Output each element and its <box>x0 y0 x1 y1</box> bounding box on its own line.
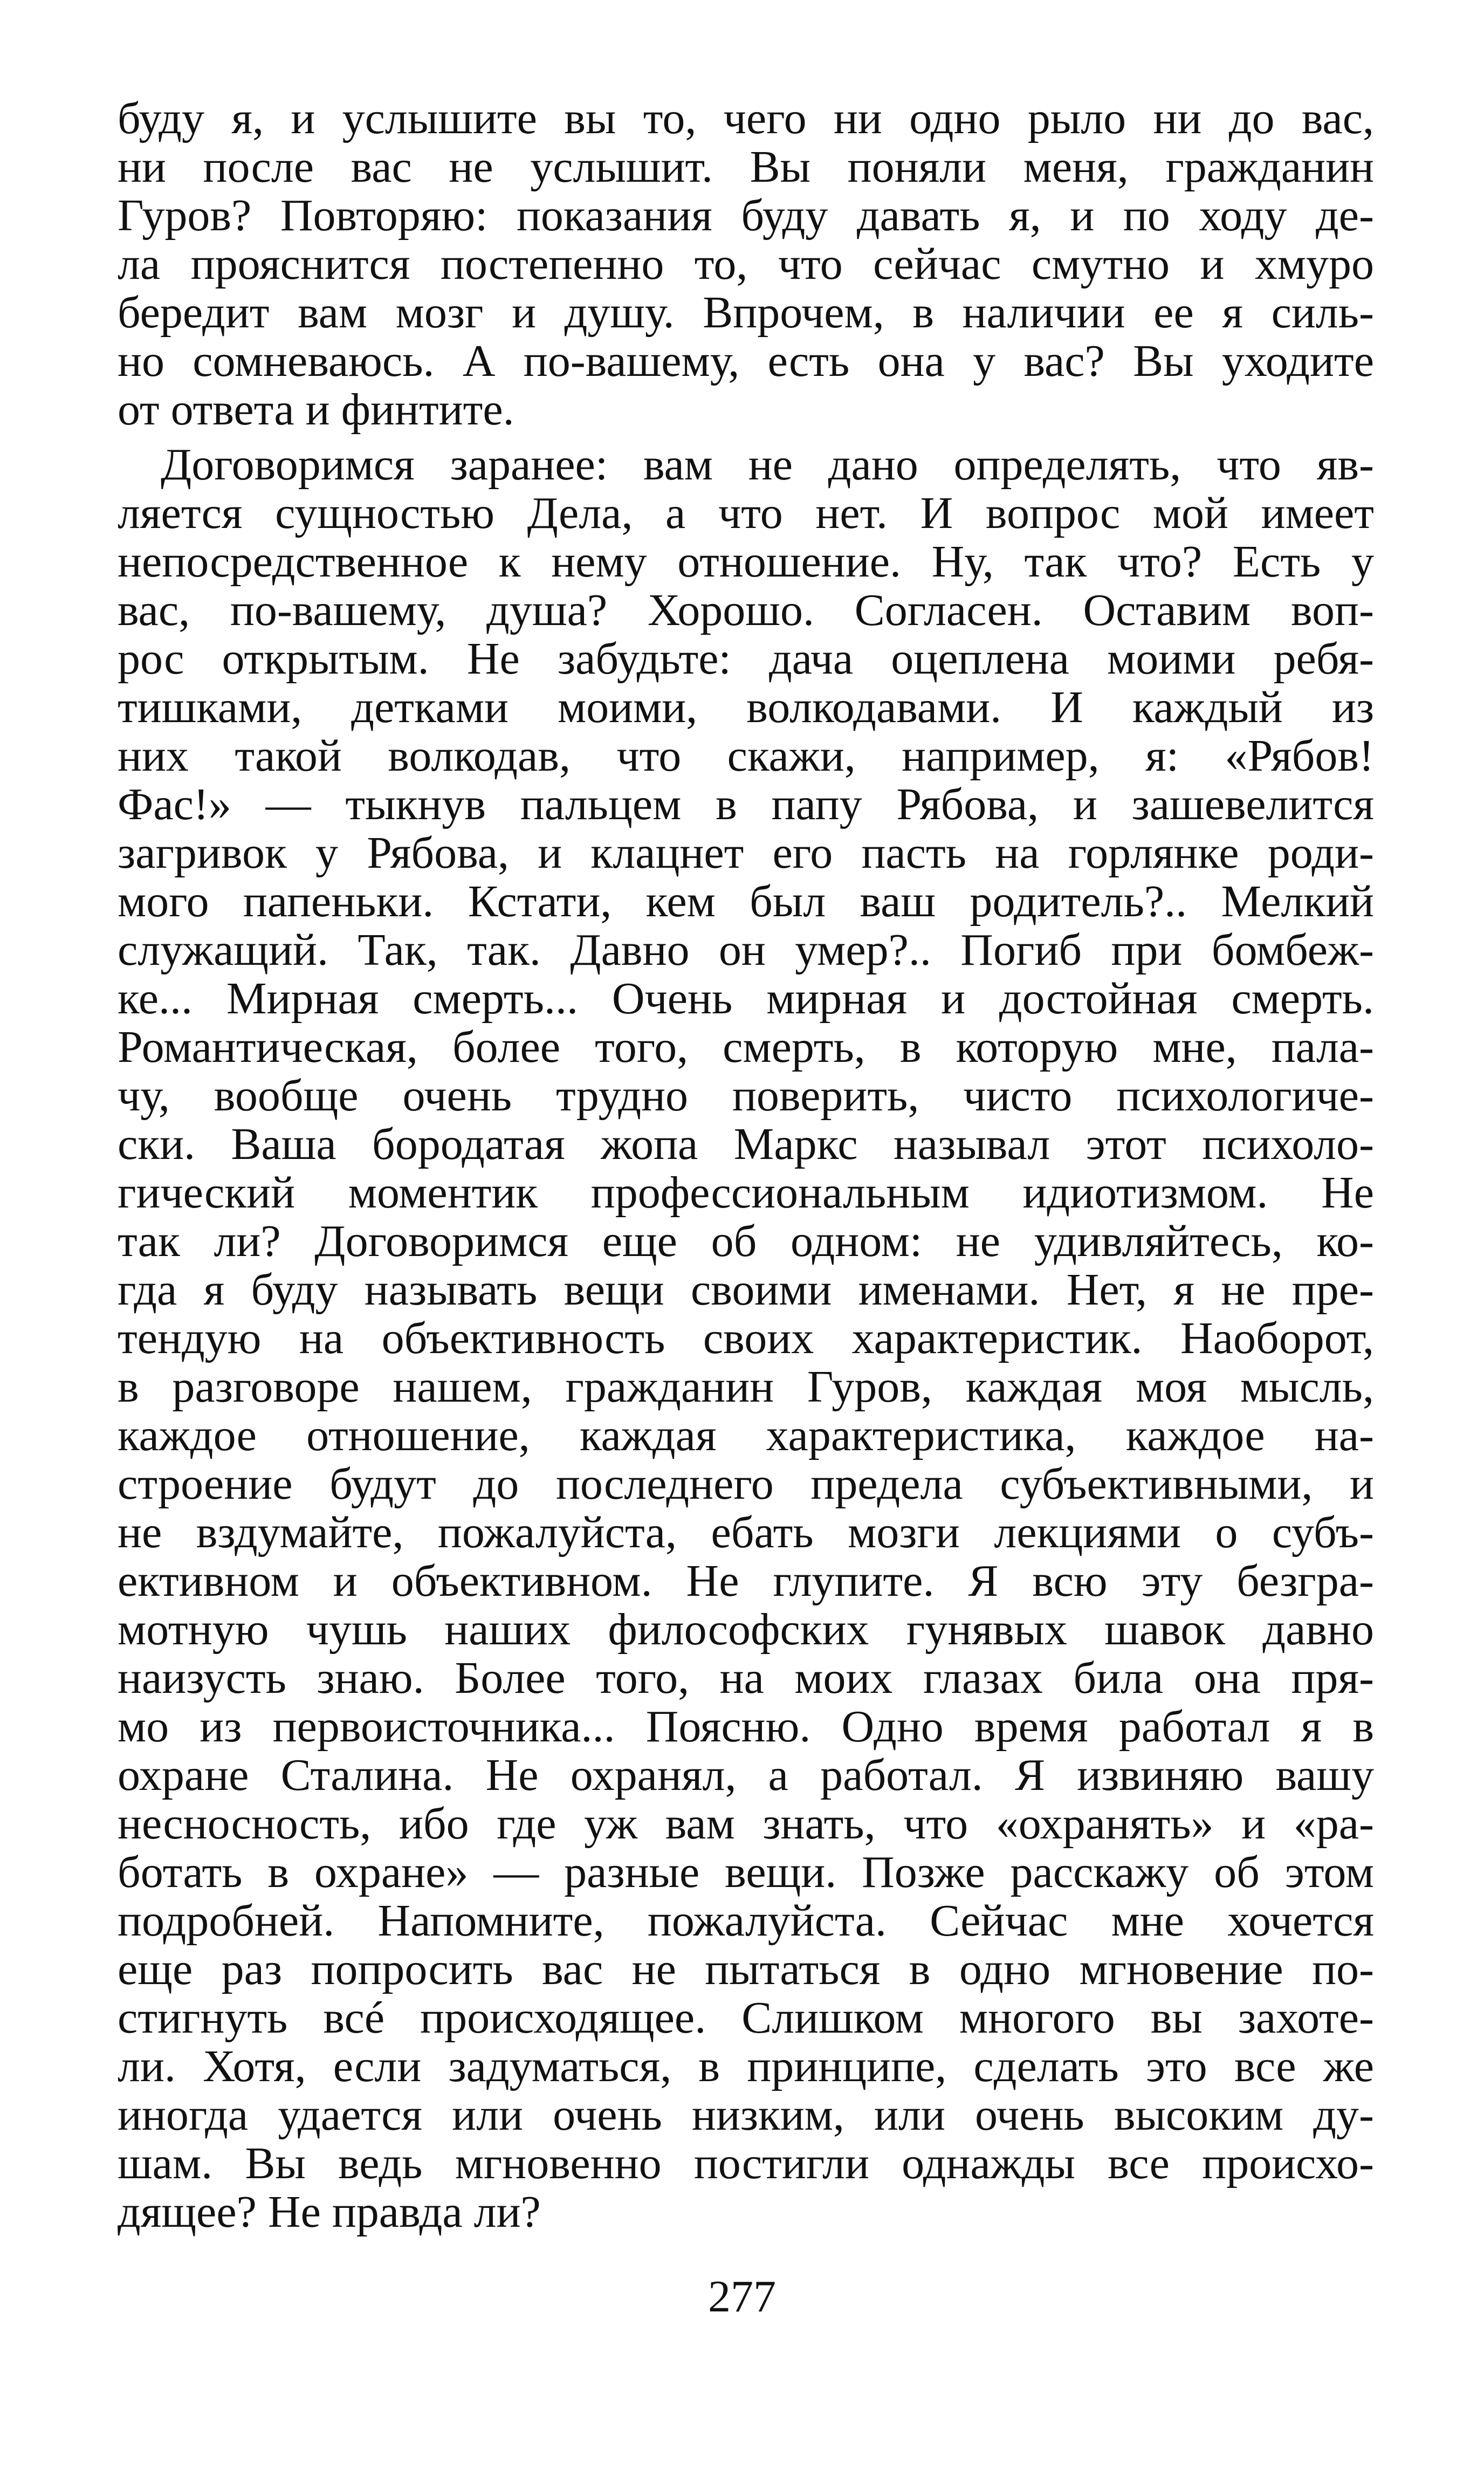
text-line: вас, по-вашему, душа? Хорошо. Согласен. Оставим воп- <box>118 585 1374 635</box>
text-line: охране Сталина. Не охранял, а работал. Я извиняю вашу <box>118 1750 1374 1800</box>
text-line: от ответа и финтите. <box>118 385 514 435</box>
text-line: буду я, и услышите вы то, чего ни одно рыло ни до вас, <box>118 93 1374 143</box>
text-line: бередит вам мозг и душу. Впрочем, в наличии ее я силь- <box>118 287 1374 338</box>
text-line: гический моментик профессиональным идиотизмом. Не <box>118 1168 1374 1218</box>
text-line: чу, вообще очень трудно поверить, чисто психологиче- <box>118 1071 1374 1121</box>
text-line: ляется сущностью Дела, а что нет. И вопрос мой имеет <box>118 488 1374 538</box>
text-line: иногда удается или очень низким, или очень высоким ду- <box>118 2090 1374 2140</box>
text-line: в разговоре нашем, гражданин Гуров, каждая моя мысль, <box>118 1362 1374 1412</box>
text-line: не вздумайте, пожалуйста, ебать мозги лекциями о субъ- <box>118 1507 1374 1557</box>
text-line: тендую на объективность своих характеристик. Наоборот, <box>118 1313 1374 1363</box>
text-line: Романтическая, более того, смерть, в которую мне, пала- <box>118 1022 1374 1072</box>
text-line: дящее? Не правда ли? <box>118 2187 541 2237</box>
text-line: гда я буду называть вещи своими именами. Нет, я не пре- <box>118 1265 1374 1315</box>
text-line: наизусть знаю. Более того, на моих глазах била она пря- <box>118 1653 1374 1703</box>
text-line: но сомневаюсь. А по-вашему, есть она у вас? Вы уходите <box>118 336 1374 386</box>
text-line: Гуров? Повторяю: показания буду давать я, и по ходу де- <box>118 190 1374 241</box>
text-line: них такой волкодав, что скажи, например, я: «Рябов! <box>118 731 1374 781</box>
text-line: загривок у Рябова, и клацнет его пасть на горлянке роди- <box>118 828 1374 878</box>
page-number: 277 <box>708 2272 776 2322</box>
text-line: стигнуть всé происходящее. Слишком многого вы захоте- <box>118 1993 1374 2043</box>
text-line: Фас!» — тыкнув пальцем в папу Рябова, и зашевелится <box>118 779 1374 829</box>
text-line: еще раз попросить вас не пытаться в одно мгновение по- <box>118 1944 1374 1994</box>
text-line: ски. Ваша бородатая жопа Маркс называл этот психоло- <box>118 1119 1374 1169</box>
text-line: служащий. Так, так. Давно он умер?.. Погиб при бомбеж- <box>118 925 1374 975</box>
text-line: непосредственное к нему отношение. Ну, так что? Есть у <box>118 537 1374 587</box>
text-line: каждое отношение, каждая характеристика, каждое на- <box>118 1410 1374 1460</box>
text-line: несносность, ибо где уж вам знать, что «охранять» и «ра- <box>118 1799 1374 1849</box>
text-line: ла прояснится постепенно то, что сейчас смутно и хмуро <box>118 239 1374 289</box>
text-line: мотную чушь наших философских гунявых шавок давно <box>118 1604 1374 1655</box>
text-line: тишками, детками моими, волкодавами. И каждый из <box>118 682 1374 732</box>
text-line: ке... Мирная смерть... Очень мирная и достойная смерть. <box>118 973 1374 1024</box>
body-text <box>118 94 1374 2236</box>
text-line: ботать в охране» — разные вещи. Позже расскажу об этом <box>118 1847 1374 1897</box>
paragraph <box>118 94 1374 434</box>
text-line: ективном и объективном. Не глупите. Я всю эту безгра- <box>118 1556 1374 1606</box>
text-line: строение будут до последнего предела субъективными, и <box>118 1459 1374 1509</box>
text-line: ли. Хотя, если задуматься, в принципе, сделать это все же <box>118 2041 1374 2091</box>
text-line: шам. Вы ведь мгновенно постигли однажды все происхо- <box>118 2138 1374 2188</box>
text-line: ни после вас не услышит. Вы поняли меня, гражданин <box>118 142 1374 192</box>
paragraph <box>118 441 1374 2236</box>
text-line: Договоримся заранее: вам не дано определять, что яв- <box>161 440 1374 490</box>
text-line: так ли? Договоримся еще об одном: не удивляйтесь, ко- <box>118 1216 1374 1266</box>
text-line: рос открытым. Не забудьте: дача оцеплена моими ребя- <box>118 634 1374 684</box>
text-line: мо из первоисточника... Поясню. Одно время работал я в <box>118 1701 1374 1752</box>
text-line: мого папеньки. Кстати, кем был ваш родитель?.. Мелкий <box>118 876 1374 927</box>
text-line: подробней. Напомните, пожалуйста. Сейчас мне хочется <box>118 1896 1374 1946</box>
